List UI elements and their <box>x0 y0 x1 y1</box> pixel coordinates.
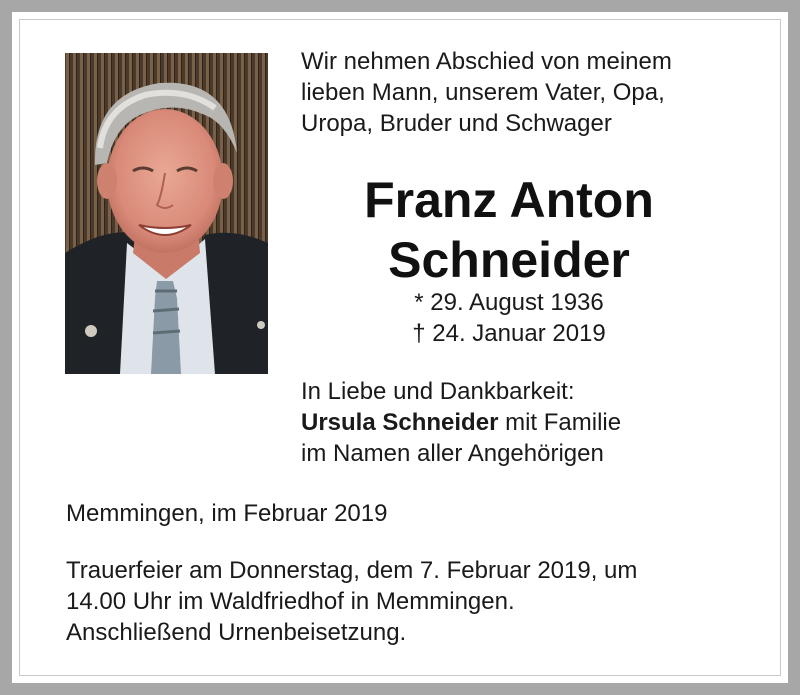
mourners-intro: In Liebe und Dankbarkeit: <box>301 378 575 405</box>
service-line: Anschließend Urnenbeisetzung. <box>66 619 407 646</box>
portrait-photo <box>65 53 268 374</box>
deceased-name <box>300 170 718 290</box>
intro-text <box>301 46 672 139</box>
service-details <box>66 555 637 648</box>
service-line: 14.00 Uhr im Waldfriedhof in Memmingen. <box>66 588 515 615</box>
deceased-first-names: Franz Anton <box>364 172 654 228</box>
birth-date: * 29. August 1936 <box>414 289 604 316</box>
mourner-name-suffix: mit Familie <box>498 409 622 436</box>
life-dates <box>300 287 718 349</box>
mourners-name-line <box>301 407 621 438</box>
deceased-surname: Schneider <box>388 232 630 288</box>
intro-line: Wir nehmen Abschied von meinem <box>301 48 672 75</box>
mourners-relatives: im Namen aller Angehörigen <box>301 440 604 467</box>
death-date: † 24. Januar 2019 <box>412 320 606 347</box>
mourner-name: Ursula Schneider <box>301 409 499 436</box>
mourners-block <box>301 376 621 469</box>
intro-line: lieben Mann, unserem Vater, Opa, <box>301 79 665 106</box>
place-date: Memmingen, im Februar 2019 <box>66 500 388 527</box>
intro-line: Uropa, Bruder und Schwager <box>301 110 612 137</box>
service-line: Trauerfeier am Donnerstag, dem 7. Februar 2019, um <box>66 557 638 584</box>
